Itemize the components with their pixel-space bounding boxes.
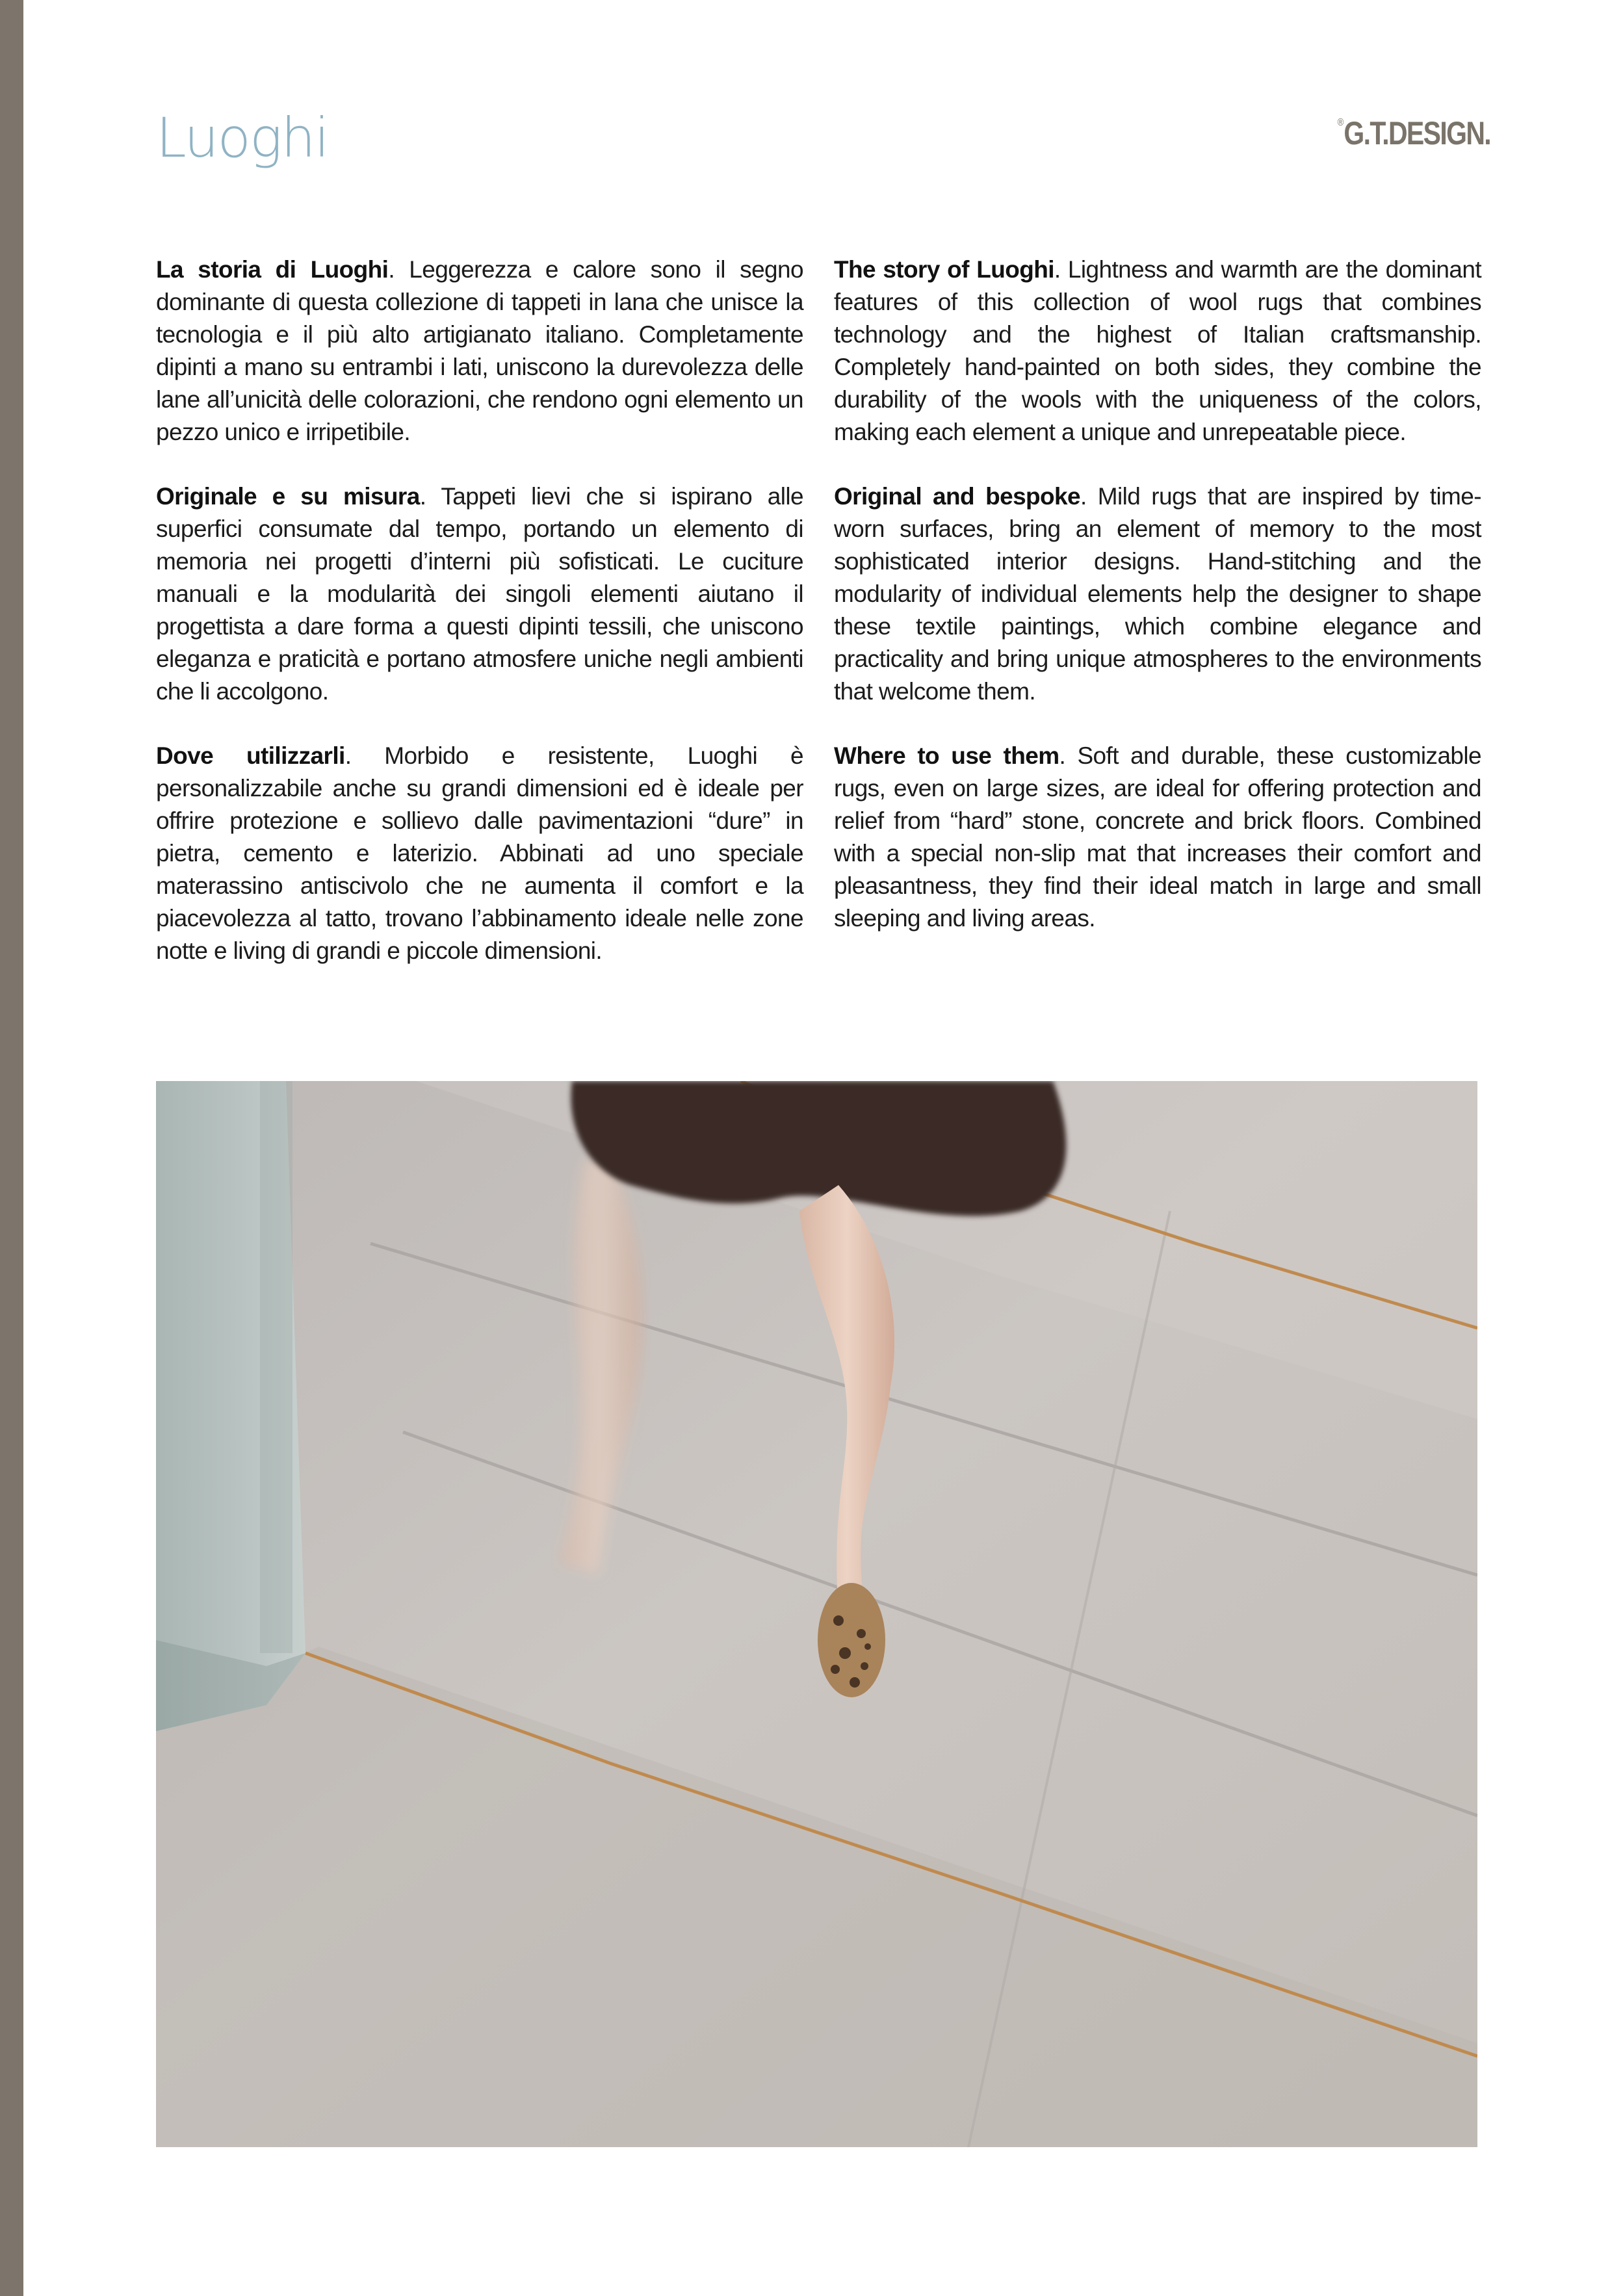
italian-column	[156, 254, 803, 999]
en-paragraph-usage	[834, 740, 1481, 935]
product-photo	[156, 1081, 1477, 2147]
brand-logo	[1338, 114, 1490, 152]
it-heading-usage: Dove utilizzarli	[156, 742, 345, 769]
en-text-bespoke: . Mild rugs that are inspired by time-worn surfaces, bring an element of memory to the most sophisticated interior designs. Hand-stitching and the modularity of individual elements help the designer to shape these textile paintings, which combine elegance and practicality and bring unique atmospheres to the environments that welcome them.	[834, 483, 1481, 705]
en-heading-bespoke: Original and bespoke	[834, 483, 1081, 510]
it-text-story: . Leggerezza e calore sono il segno dominante di questa collezione di tappeti in lana che unisce la tecnologia e il più alto artigianato italiano. Completamente dipinti a mano su entrambi i lati, uniscono la durevolezza delle lane all’unicità delle colorazioni, che rendono ogni elemento un pezzo unico e irripetibile.	[156, 256, 803, 445]
it-paragraph-bespoke	[156, 480, 803, 708]
brand-name: G.T.DESIGN.	[1344, 115, 1490, 151]
rug-scene-illustration	[156, 1081, 1477, 2147]
english-column	[834, 254, 1481, 967]
it-text-bespoke: . Tappeti lievi che si ispirano alle superfici consumate dal tempo, portando un elemento di memoria nei progetti d’interni più sofisticati. Le cuciture manuali e la modularità dei singoli elementi aiutano il progettista a dare forma a questi dipinti tessili, che uniscono eleganza e praticità e portano atmosfere uniche negli ambienti che li accolgono.	[156, 483, 803, 705]
it-paragraph-usage	[156, 740, 803, 967]
sofa-top-shadow	[260, 1081, 292, 1653]
it-heading-bespoke: Originale e su misura	[156, 483, 420, 510]
left-edge-bar	[0, 0, 23, 2296]
en-text-usage: . Soft and durable, these customizable rugs, even on large sizes, are ideal for offering protection and relief from “hard” stone, concrete and brick floors. Combined with a special non-slip mat that increases their comfort and pleasantness, they find their ideal match in large and small sleeping and living areas.	[834, 742, 1481, 932]
en-heading-usage: Where to use them	[834, 742, 1059, 769]
it-heading-story: La storia di Luoghi	[156, 256, 389, 283]
en-paragraph-bespoke	[834, 480, 1481, 708]
en-text-story: . Lightness and warmth are the dominant features of this collection of wool rugs that combines technology and the highest of Italian craftsmanship. Completely hand-painted on both sides, they combine the durability of the wools with the uniqueness of the colors, making each element a unique and unrepeatable piece.	[834, 256, 1481, 445]
en-paragraph-story	[834, 254, 1481, 449]
it-paragraph-story	[156, 254, 803, 449]
en-heading-story: The story of Luoghi	[834, 256, 1054, 283]
it-text-usage: . Morbido e resistente, Luoghi è personalizzabile anche su grandi dimensioni ed è ideale per offrire protezione e sollievo dalle pavimentazioni “dure” in pietra, cemento e laterizio. Abbinati ad uno speciale materassino antiscivolo che ne aumenta il comfort e la piacevolezza al tatto, trovano l’abbinamento ideale nelle zone notte e living di grandi e piccole dimensioni.	[156, 742, 803, 964]
brand-registered-mark: ®	[1337, 117, 1343, 128]
page-title: Luoghi	[156, 106, 328, 170]
